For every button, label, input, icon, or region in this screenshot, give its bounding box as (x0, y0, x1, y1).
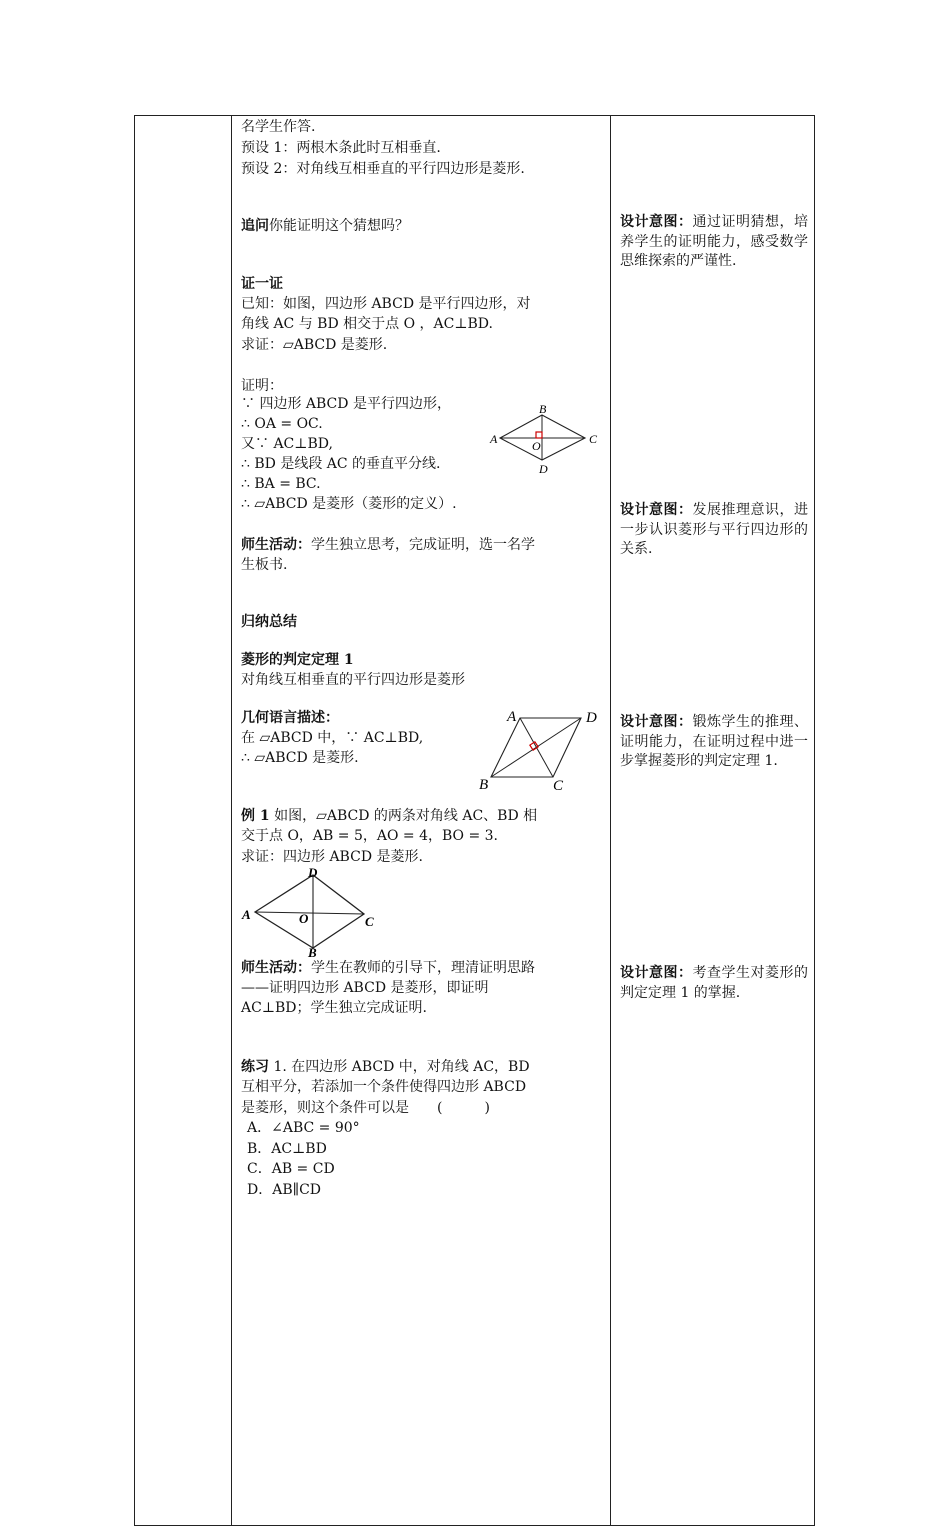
fig3-label-d: D (308, 865, 318, 880)
fig2-label-d: D (586, 710, 597, 726)
practice-line-3: 是菱形，则这个条件可以是 ( ) (241, 1100, 490, 1116)
given-line-2: 角线 AC 与 BD 相交于点 O ，AC⊥BD. (241, 316, 493, 332)
activity-1-text: 学生独立思考，完成证明，选一名学 (311, 537, 535, 553)
example-line-2: 交于点 O，AB = 5，AO = 4，BO = 3. (241, 828, 499, 844)
table-left-border (134, 115, 135, 1526)
activity-1-label: 师生活动： (241, 537, 311, 553)
design-intent-4-text: 考查学生对菱形的判定定理 1 的掌握. (620, 965, 808, 1001)
fig1-label-d: D (539, 462, 548, 476)
intro-line-1: 名学生作答. (241, 119, 316, 135)
fig2-label-c: C (553, 778, 564, 794)
table-right-border (814, 115, 815, 1526)
intro-line-3: 预设 2：对角线互相垂直的平行四边形是菱形. (241, 161, 525, 177)
design-intent-2-text: 发展推理意识，进一步认识菱形与平行四边形的关系. (620, 502, 808, 557)
practice-text-1: 1. 在四边形 ABCD 中，对角线 AC，BD (269, 1059, 530, 1075)
geo-line-1: 在 ▱ABCD 中，∵ AC⊥BD, (241, 730, 424, 746)
example-text-1: 如图，▱ABCD 的两条对角线 AC、BD 相 (269, 808, 538, 824)
fig1-label-b: B (539, 402, 547, 416)
proof-line-4: ∴ BD 是线段 AC 的垂直平分线. (241, 456, 441, 472)
option-d: D．AB∥CD (247, 1182, 322, 1198)
fig1-label-o: O (532, 439, 541, 453)
geo-line-2: ∴ ▱ABCD 是菱形. (241, 750, 359, 766)
fig2-label-a: A (507, 709, 517, 725)
design-intent-3-text: 锻炼学生的推理、证明能力，在证明过程中进一步掌握菱形的判定定理 1. (620, 714, 808, 769)
design-intent-4-label: 设计意图： (620, 965, 693, 981)
example-line-1 (241, 806, 537, 826)
fig3-label-b: B (308, 945, 317, 957)
design-intent-1 (620, 213, 808, 272)
design-intent-4 (620, 964, 808, 1003)
activity-1-line-2: 生板书. (241, 557, 288, 573)
fig2-label-b: B (479, 777, 489, 793)
activity-2-label: 师生活动： (241, 960, 311, 976)
table-top-border (134, 115, 815, 116)
example-line-3: 求证：四边形 ABCD 是菱形. (241, 849, 423, 865)
follow-up-label: 追问 (241, 218, 269, 234)
summary-heading: 归纳总结 (241, 614, 297, 630)
activity-2-text: 学生在教师的引导下，理清证明思路 (311, 960, 535, 976)
follow-up-question (241, 216, 409, 236)
design-intent-1-label: 设计意图： (620, 214, 693, 230)
example-label: 例 1 (241, 808, 270, 824)
fig3-label-o: O (299, 911, 309, 926)
theorem-text: 对角线互相垂直的平行四边形是菱形 (241, 672, 465, 688)
practice-line-1 (241, 1057, 530, 1077)
proof-line-1: ∵ 四边形 ABCD 是平行四边形， (241, 396, 451, 412)
design-intent-3 (620, 713, 808, 772)
to-prove-line: 求证：▱ABCD 是菱形. (241, 337, 388, 353)
intro-line-2: 预设 1：两根木条此时互相垂直. (241, 140, 441, 156)
rhombus-figure-3 (238, 865, 382, 957)
follow-up-text: 你能证明这个猜想吗？ (269, 218, 409, 234)
activity-2-line-3: AC⊥BD；学生独立完成证明. (241, 1000, 427, 1016)
option-a: A．∠ABC = 90° (247, 1120, 360, 1136)
proof-line-6: ∴ ▱ABCD 是菱形（菱形的定义）. (241, 496, 457, 512)
option-b: B．AC⊥BD (247, 1141, 327, 1157)
prove-heading: 证一证 (241, 276, 283, 292)
activity-2-line-1 (241, 958, 535, 978)
theorem-heading: 菱形的判定定理 1 (241, 652, 354, 668)
fig1-label-c: C (589, 432, 598, 446)
proof-label: 证明： (241, 378, 283, 394)
column-divider-2 (610, 115, 611, 1526)
option-c: C．AB = CD (247, 1161, 335, 1177)
practice-line-2: 互相平分，若添加一个条件使得四边形 ABCD (241, 1079, 527, 1095)
proof-line-2: ∴ OA = OC. (241, 416, 323, 432)
rhombus-figure-1 (486, 402, 602, 478)
activity-1-line-1 (241, 535, 535, 555)
design-intent-2 (620, 501, 808, 560)
design-intent-3-label: 设计意图： (620, 714, 693, 730)
practice-label: 练习 (241, 1059, 269, 1075)
activity-2-line-2: ——证明四边形 ABCD 是菱形，即证明 (241, 980, 489, 996)
design-intent-1-text: 通过证明猜想，培养学生的证明能力，感受数学思维探索的严谨性. (620, 214, 808, 269)
fig3-label-a: A (242, 907, 251, 922)
rhombus-figure-2 (476, 706, 606, 796)
fig3-label-c: C (365, 914, 374, 929)
proof-line-3: 又∵ AC⊥BD, (241, 436, 333, 452)
design-intent-2-label: 设计意图： (620, 502, 693, 518)
geo-heading: 几何语言描述： (241, 710, 339, 726)
column-divider-1 (231, 115, 232, 1526)
fig1-label-a: A (490, 432, 498, 446)
proof-line-5: ∴ BA = BC. (241, 476, 321, 492)
given-line-1: 已知：如图，四边形 ABCD 是平行四边形，对 (241, 296, 531, 312)
